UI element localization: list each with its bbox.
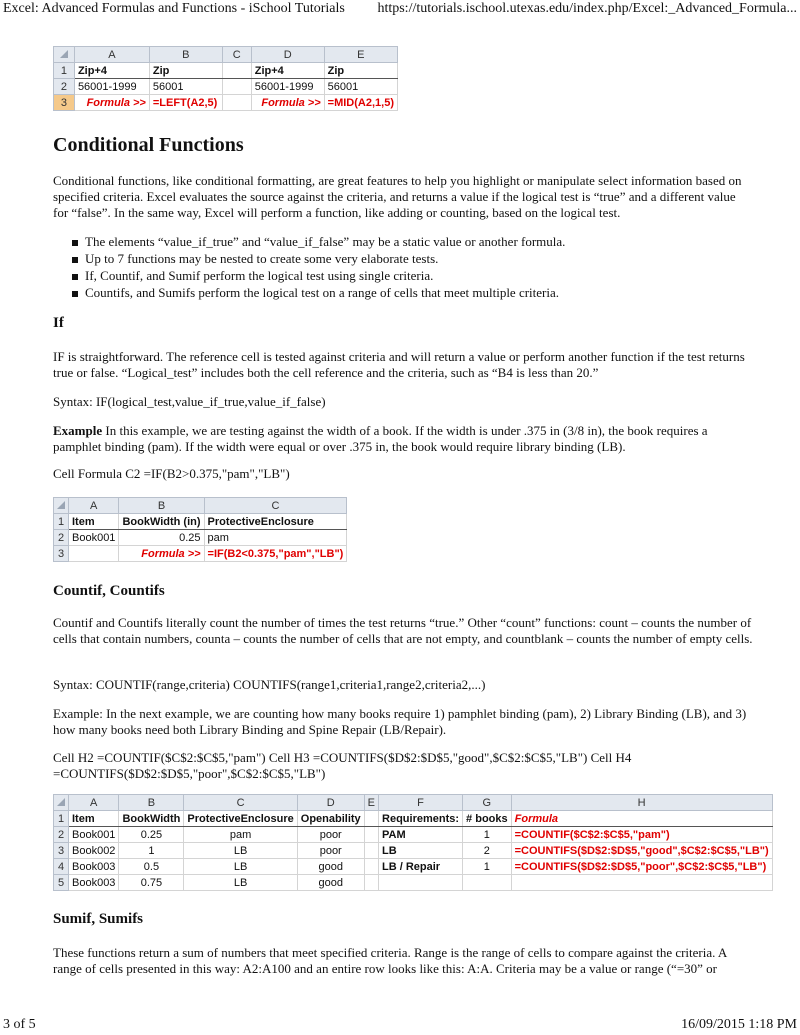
cell: BookWidth (in) [119,514,204,530]
list-item-text: Up to 7 functions may be nested to create some very elaborate tests. [85,251,439,266]
table-row [54,827,773,843]
corner-cell [54,795,69,811]
row-header: 3 [54,843,69,859]
cell [222,95,251,111]
row-header: 2 [54,79,75,95]
col-header-d: D [297,795,364,811]
cell: poor [297,843,364,859]
table-row [54,859,773,875]
cell [364,827,378,843]
row-header: 5 [54,875,69,891]
col-header-g: G [463,795,512,811]
excel-table-countif [53,794,773,891]
cell [364,843,378,859]
table-row [54,875,773,891]
cell: pam [184,827,297,843]
cell: ProtectiveEnclosure [184,811,297,827]
cell: poor [297,827,364,843]
paragraph: Conditional functions, like conditional formatting, are great features to help you highlight or manipulate select information based on specified criteria. Excel evaluates the source against the criteria, and returns a value if the logical test is “true” and a different value for “false”. In the same way, Excel will perform a function, like adding or counting, based on the logical test. [53,173,742,220]
list-item [53,268,753,285]
corner-cell [54,47,75,63]
table-row [54,843,773,859]
bullet-icon [72,240,78,246]
cell: 0.5 [119,859,184,875]
cell: 2 [463,843,512,859]
cell: Formula [511,811,772,827]
syntax-line: Syntax: IF(logical_test,value_if_true,value_if_false) [53,394,326,409]
section-heading: Sumif, Sumifs [53,911,144,927]
page-url[interactable]: https://tutorials.ischool.utexas.edu/index.php/Excel:_Advanced_Formula... [377,1,797,16]
col-header-h: H [511,795,772,811]
cell: BookWidth [119,811,184,827]
col-header-a: A [69,795,119,811]
cell: LB / Repair [379,859,463,875]
excel-table-if [53,497,347,562]
print-datetime: 16/09/2015 1:18 PM [681,1017,797,1032]
cell: Formula >> [74,95,149,111]
col-header-c: C [222,47,251,63]
bullet-icon [72,291,78,297]
cell: =MID(A2,1,5) [324,95,397,111]
cell [364,859,378,875]
cell: Openability [297,811,364,827]
row-header: 2 [54,827,69,843]
row-header: 1 [54,514,69,530]
col-header-c: C [204,498,347,514]
cell: Book002 [69,843,119,859]
list-item [53,285,753,302]
cell: =COUNTIFS($D$2:$D$5,"poor",$C$2:$C$5,"LB") [511,859,772,875]
syntax-line: Syntax: COUNTIF(range,criteria) COUNTIFS(range1,criteria1,range2,criteria2,...) [53,677,486,692]
section-heading: Countif, Countifs [53,583,165,599]
row-header: 3 [54,95,75,111]
cell: good [297,875,364,891]
cell: =IF(B2<0.375,"pam","LB") [204,546,347,562]
col-header-f: F [379,795,463,811]
cell: 0.75 [119,875,184,891]
cell: Zip+4 [74,63,149,79]
cell: =COUNTIFS($D$2:$D$5,"good",$C$2:$C$5,"LB") [511,843,772,859]
select-all-icon [60,50,68,58]
row-header: 2 [54,530,69,546]
row-header: 1 [54,811,69,827]
cell: Book001 [69,827,119,843]
page-number: 3 of 5 [3,1017,36,1032]
list-item-text: If, Countif, and Sumif perform the logical test using single criteria. [85,268,434,283]
list-item-text: The elements “value_if_true” and “value_if_false” may be a static value or another formula. [85,234,566,249]
select-all-icon [57,798,65,806]
cell: Item [69,811,119,827]
table-row [54,95,398,111]
cell: 56001-1999 [74,79,149,95]
cell: ProtectiveEnclosure [204,514,347,530]
cell: =COUNTIF($C$2:$C$5,"pam") [511,827,772,843]
cell: 1 [463,859,512,875]
row-header: 1 [54,63,75,79]
col-header-b: B [119,795,184,811]
cell: LB [184,875,297,891]
cell: 56001 [149,79,222,95]
cell: 56001 [324,79,397,95]
col-header-a: A [69,498,119,514]
cell: Zip [149,63,222,79]
cell: 0.25 [119,827,184,843]
col-header-b: B [149,47,222,63]
cell: LB [379,843,463,859]
example-text: In this example, we are testing against the width of a book. If the width is under .375 in (3/8 in), the book requires a pamphlet binding (pam). If the width were equal or over .375 in, the book would require library binding (LB). [53,423,708,454]
cell: Zip [324,63,397,79]
table-row [54,546,347,562]
select-all-icon [57,501,65,509]
list-item [53,251,753,268]
cell: LB [184,859,297,875]
col-header-e: E [324,47,397,63]
paragraph: These functions return a sum of numbers that meet specified criteria. Range is the range of cells to compare against the criteria. A range of cells presented in this way: A2:A100 and an entire row looks like this: A:A. Criteria may be a value or range (“=30” or [53,945,727,976]
table-row [54,514,347,530]
cell: 1 [463,827,512,843]
paragraph: Countif and Countifs literally count the number of times the test returns “true.” Other “count” functions: count – counts the number of cells that contain numbers, counta – counts the number of cells that are not empty, and countblank – counts the number of empty cells. [53,615,753,646]
col-header-a: A [74,47,149,63]
table-row [54,811,773,827]
cell: Book003 [69,859,119,875]
cell [69,546,119,562]
table-row [54,530,347,546]
page-title: Excel: Advanced Formulas and Functions - iSchool Tutorials [3,1,345,16]
formula-line: Cell Formula C2 =IF(B2>0.375,"pam","LB") [53,466,290,481]
row-header: 4 [54,859,69,875]
cell: Requirements: [379,811,463,827]
cell: =LEFT(A2,5) [149,95,222,111]
cell [364,811,378,827]
cell: good [297,859,364,875]
table-row [54,63,398,79]
col-header-d: D [251,47,324,63]
table-row [54,79,398,95]
cell [463,875,512,891]
section-heading: Conditional Functions [53,134,244,156]
paragraph: IF is straightforward. The reference cell is tested against criteria and will return a value or perform another function if the test returns true or false. “Logical_test” includes both the cell reference and the criteria, such as “B4 is less than 20.” [53,349,745,380]
paragraph [53,423,753,455]
cell [222,79,251,95]
cell: # books [463,811,512,827]
cell: Zip+4 [251,63,324,79]
cell: LB [184,843,297,859]
cell: Formula >> [251,95,324,111]
excel-table-left-mid [53,46,398,111]
cell: PAM [379,827,463,843]
cell: 1 [119,843,184,859]
list-item-text: Countifs, and Sumifs perform the logical test on a range of cells that meet multiple criteria. [85,285,560,300]
cell: 0.25 [119,530,204,546]
cell [379,875,463,891]
bullet-icon [72,257,78,263]
paragraph: Example: In the next example, we are counting how many books require 1) pamphlet binding (pam), 2) Library Binding (LB), and 3) how many books need both Library Binding and Spine Repair (LB/Repair). [53,706,747,737]
bullet-icon [72,274,78,280]
row-header: 3 [54,546,69,562]
cell [364,875,378,891]
col-header-e: E [364,795,378,811]
col-header-b: B [119,498,204,514]
corner-cell [54,498,69,514]
cell: pam [204,530,347,546]
cell: Item [69,514,119,530]
formula-line: Cell H2 =COUNTIF($C$2:$C$5,"pam") Cell H3 =COUNTIFS($D$2:$D$5,"good",$C$2:$C$5,"LB") Cell H4 =COUNTIFS($D$2:$D$5,"poor",$C$2:$C$5,"LB") [53,750,632,781]
example-label: Example [53,423,103,438]
cell: Formula >> [119,546,204,562]
bullet-list [53,234,753,302]
cell: Book003 [69,875,119,891]
cell [511,875,772,891]
col-header-c: C [184,795,297,811]
list-item [53,234,753,251]
cell: Book001 [69,530,119,546]
cell: 56001-1999 [251,79,324,95]
section-heading: If [53,315,64,331]
cell [222,63,251,79]
